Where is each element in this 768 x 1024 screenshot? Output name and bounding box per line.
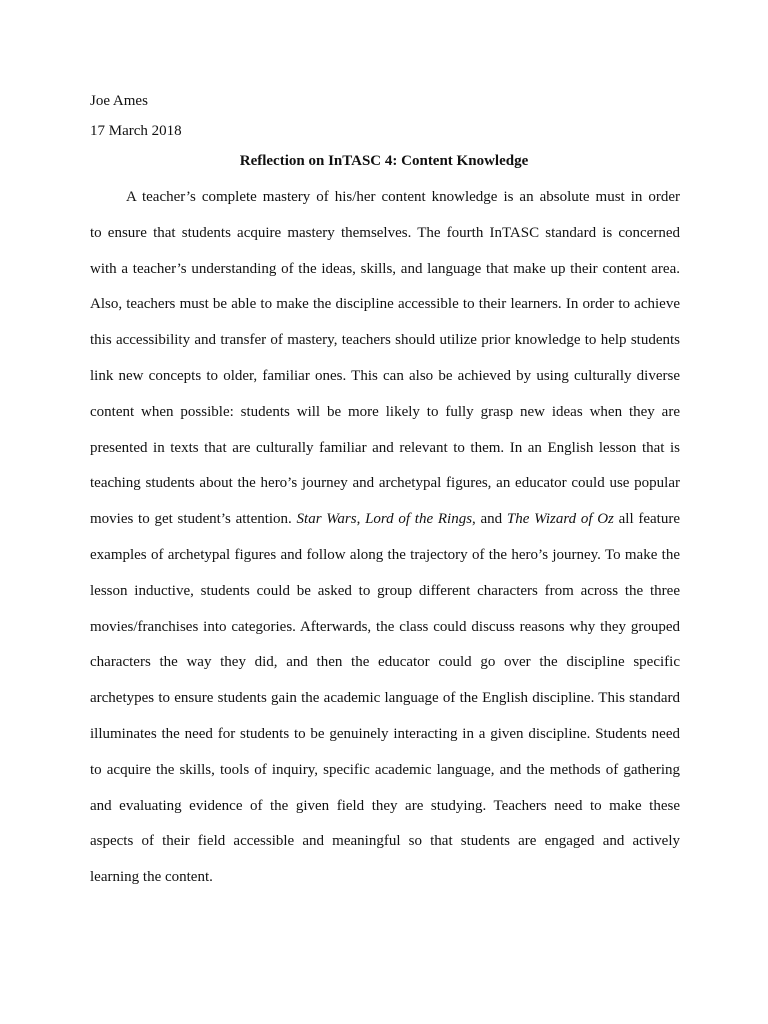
paragraph-line: teaching students about the hero’s journey and archetypal figures, an educator could use popular xyxy=(90,475,680,492)
line-text-before: movies to get student’s attention. xyxy=(90,511,297,528)
paragraph-line-last: learning the content. xyxy=(90,869,213,886)
paragraph-line: illuminates the need for students to be genuinely interacting in a given discipline. Students need xyxy=(90,725,680,742)
paragraph-line: presented in texts that are culturally familiar and relevant to them. In an English lesson that is xyxy=(90,439,680,456)
paragraph-line: to acquire the skills, tools of inquiry, specific academic language, and the methods of gathering xyxy=(90,761,680,778)
paragraph-line: lesson inductive, students could be asked to group different characters from across the three xyxy=(90,582,680,599)
document-date: 17 March 2018 xyxy=(90,123,182,139)
title-separator: , xyxy=(356,511,366,528)
paragraph-line: A teacher’s complete mastery of his/her content knowledge is an absolute must in order xyxy=(126,189,680,205)
movie-title-lord-of-the-rings: Lord of the Rings xyxy=(365,511,473,528)
paragraph-line: this accessibility and transfer of mastery, teachers should utilize prior knowledge to help students xyxy=(90,332,680,349)
title-separator: , and xyxy=(472,511,507,528)
movie-title-wizard-of-oz: The Wizard of Oz xyxy=(506,511,614,528)
paragraph-line: link new concepts to older, familiar ones. This can also be achieved by using culturally diverse xyxy=(90,367,680,384)
movie-title-star-wars: Star Wars xyxy=(296,511,357,528)
paragraph-line: examples of archetypal figures and follow along the trajectory of the hero’s journey. To make the xyxy=(90,546,680,563)
paragraph-line: characters the way they did, and then the educator could go over the discipline specific xyxy=(90,654,680,671)
paragraph-line: to ensure that students acquire mastery themselves. The fourth InTASC standard is concerned xyxy=(90,224,680,241)
paragraph-line: content when possible: students will be more likely to fully grasp new ideas when they are xyxy=(90,403,680,420)
paragraph-line: aspects of their field accessible and meaningful so that students are engaged and actively xyxy=(90,833,680,850)
line-text-after: all feature xyxy=(613,511,680,528)
document-title: Reflection on InTASC 4: Content Knowledge xyxy=(239,153,529,169)
paragraph-line: with a teacher’s understanding of the ideas, skills, and language that make up their content area. xyxy=(90,260,680,277)
paragraph-line-with-titles xyxy=(90,502,680,538)
author-name: Joe Ames xyxy=(90,93,148,109)
paragraph-line: Also, teachers must be able to make the discipline accessible to their learners. In order to achieve xyxy=(90,296,680,313)
paragraph-line: and evaluating evidence of the given field they are studying. Teachers need to make these xyxy=(90,797,680,814)
body-paragraph xyxy=(90,180,680,896)
paragraph-line: archetypes to ensure students gain the academic language of the English discipline. This standard xyxy=(90,690,680,707)
paragraph-line: movies/franchises into categories. Afterwards, the class could discuss reasons why they grouped xyxy=(90,618,680,635)
